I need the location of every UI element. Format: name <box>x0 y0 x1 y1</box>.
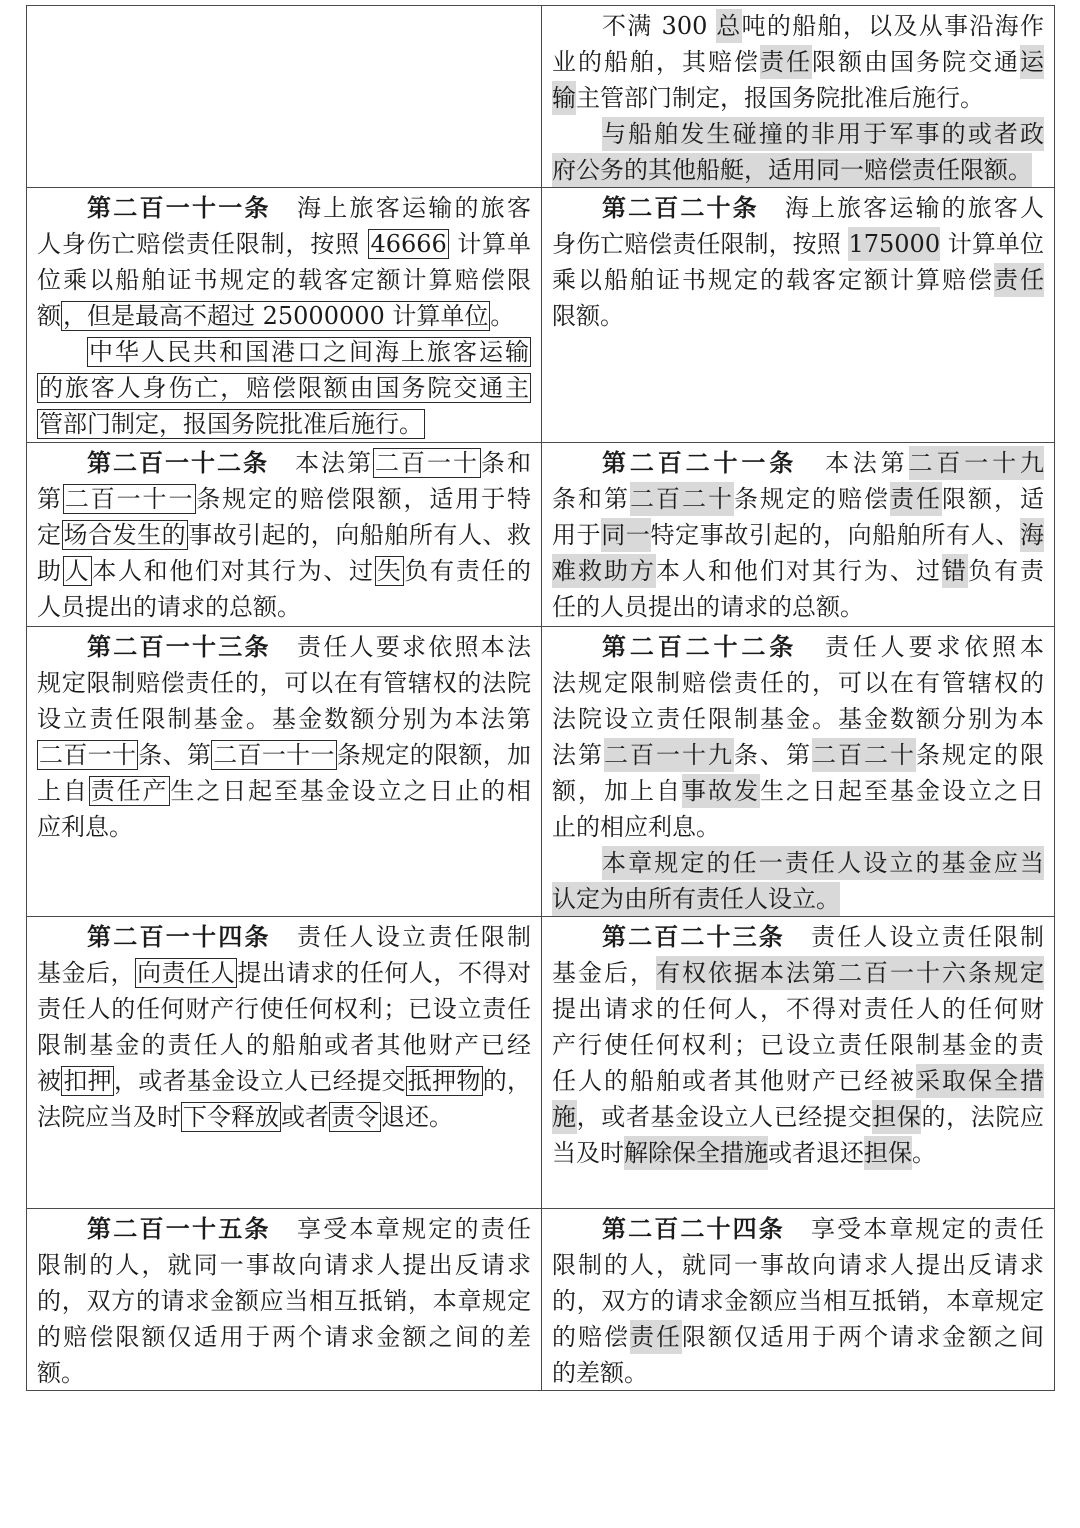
revised-text-highlight: 输 <box>552 81 576 115</box>
text-line <box>552 445 1044 481</box>
article-text: 乘以船舶证书规定的载客定额计算赔偿 <box>552 266 994 294</box>
revised-text-highlight: 施 <box>552 1100 577 1134</box>
changed-text-box: 管部门制定，报国务院批准后施行。 <box>39 410 423 438</box>
revised-text-highlight: 解除保全措施 <box>624 1136 768 1170</box>
article-paragraph <box>552 8 1044 116</box>
article-text: 本人和他们对其行为、过 <box>656 557 942 585</box>
text-line <box>552 80 1044 116</box>
text-line <box>37 1027 531 1063</box>
text-line <box>37 334 531 370</box>
article-text: 的，双方的请求金额应当相互抵销，本章规定 <box>37 1287 531 1315</box>
text-line <box>552 1247 1044 1283</box>
text-line <box>37 1283 531 1319</box>
article-text: 额。 <box>37 1359 85 1387</box>
text-line <box>552 1135 1044 1171</box>
article-text: 责任人的任何财产行使任何权利；已设立责任 <box>37 995 531 1023</box>
revised-text-highlight: 运 <box>1020 45 1044 79</box>
changed-text-box: 46666 <box>370 230 447 258</box>
article-number: 第二百二十二条 <box>602 632 798 661</box>
article-number: 第二百一十一条 <box>87 193 271 222</box>
article-paragraph <box>552 445 1044 625</box>
article-text: 任的人员提出的请求的总额。 <box>552 593 864 621</box>
text-line <box>37 919 531 955</box>
article-paragraph <box>37 445 531 625</box>
article-number: 第二百一十三条 <box>87 632 271 661</box>
old-law-cell <box>27 1209 541 1390</box>
text-line <box>552 553 1044 589</box>
article-text: 限制基金的责任人的船舶或者其他财产已经 <box>37 1031 531 1059</box>
changed-text-box: 失 <box>376 557 403 585</box>
text-line <box>37 406 531 442</box>
article-text: 任人的船舶或者其他财产已经被 <box>552 1067 916 1095</box>
revised-text-highlight: 采取保全措 <box>916 1064 1044 1098</box>
article-text: 法第 <box>552 741 604 769</box>
article-text: 法规定限制赔偿责任的，可以在有管辖权的 <box>552 669 1044 697</box>
text-line <box>37 1211 531 1247</box>
changed-text-box: 二百一十 <box>39 741 137 769</box>
article-text: 或者 <box>281 1103 329 1131</box>
text-line <box>37 1063 531 1099</box>
article-text: 的差额。 <box>552 1359 648 1387</box>
text-line <box>552 8 1044 44</box>
article-number: 第二百二十条 <box>602 193 759 222</box>
article-row <box>27 6 1054 188</box>
revised-text-highlight: 二百二十 <box>630 482 734 516</box>
new-law-cell <box>541 6 1054 187</box>
article-text: 定 <box>37 521 62 549</box>
text-line <box>37 701 531 737</box>
revised-text-highlight: 海 <box>1020 518 1044 552</box>
changed-text-box: 向责任人 <box>137 959 236 987</box>
article-number: 第二百一十五条 <box>87 1214 271 1243</box>
article-text: 提出请求的任何人，不得对 <box>237 959 532 987</box>
revised-text-highlight: 事故发 <box>682 774 760 808</box>
article-text: 事故引起的，向船舶所有人、救 <box>188 521 532 549</box>
changed-text-box: 扣押 <box>63 1067 112 1095</box>
changed-text-box: 责任产 <box>90 777 169 805</box>
article-text: 当及时 <box>552 1139 624 1167</box>
article-text: 产行使任何权利；已设立责任限制基金的责 <box>552 1031 1044 1059</box>
revised-text-highlight: 认定为由所有责任人设立。 <box>552 882 840 916</box>
text-line <box>552 881 1044 917</box>
article-text: 计算单 <box>448 230 531 258</box>
article-text: 基金后， <box>552 959 656 987</box>
text-line <box>37 517 531 553</box>
text-line <box>552 919 1044 955</box>
comparison-table <box>26 5 1055 1391</box>
new-law-cell <box>541 627 1054 916</box>
changed-text-box: 二百一十 <box>375 449 479 477</box>
text-line <box>552 1355 1044 1391</box>
text-line <box>552 517 1044 553</box>
article-text: 。 <box>490 302 515 330</box>
article-text: 位乘以船舶证书规定的载客定额计算赔偿限 <box>37 266 531 294</box>
article-text: 负有责任的 <box>404 557 532 585</box>
changed-text-box: 二百一十一 <box>64 485 195 513</box>
revised-text-highlight: 与船舶发生碰撞的非用于军事的或者政 <box>602 117 1044 151</box>
text-line <box>37 370 531 406</box>
old-law-cell <box>27 188 541 442</box>
text-line <box>552 701 1044 737</box>
text-line <box>552 298 1044 334</box>
article-text: 助 <box>37 557 63 585</box>
article-text: ，或者基金设立人已经提交 <box>576 1103 873 1131</box>
article-text: 条规定的限额，加 <box>336 741 532 769</box>
article-text: 或者退还 <box>768 1139 864 1167</box>
revised-text-highlight: 二百一十九 <box>909 446 1044 480</box>
article-text: 本法第 <box>269 449 373 477</box>
article-text: 的， <box>482 1067 532 1095</box>
revised-text-highlight: 二百二十 <box>812 738 916 772</box>
revised-text-highlight: 责任 <box>760 45 812 79</box>
article-row <box>27 188 1054 443</box>
article-number: 第二百二十四条 <box>602 1214 785 1243</box>
revised-text-highlight: 同一 <box>601 518 650 552</box>
article-paragraph <box>37 334 531 442</box>
article-paragraph <box>552 919 1044 1171</box>
article-text: 应利息。 <box>37 813 133 841</box>
article-text: 吨的船舶，以及从事沿海作 <box>741 12 1044 40</box>
revised-text-highlight: 二百一十九 <box>604 738 734 772</box>
article-row <box>27 443 1054 627</box>
text-line <box>37 1355 531 1391</box>
text-line <box>552 152 1044 188</box>
changed-text-box: 责令 <box>331 1103 379 1131</box>
article-text: 责任人设立责任限制 <box>784 923 1044 951</box>
revised-text-highlight: 担保 <box>864 1136 912 1170</box>
text-line <box>37 481 531 517</box>
revised-text-highlight: 175000 <box>848 227 940 261</box>
text-line <box>37 629 531 665</box>
revised-text-highlight: 担保 <box>872 1100 921 1134</box>
changed-text-box: 中华人民共和国港口之间海上旅客运输 <box>89 338 529 366</box>
article-paragraph <box>552 190 1044 334</box>
text-line <box>552 1211 1044 1247</box>
text-line <box>37 773 531 809</box>
article-text: 上自 <box>37 777 89 805</box>
text-line <box>552 665 1044 701</box>
article-row <box>27 627 1054 917</box>
revised-text-highlight: 责任 <box>890 482 942 516</box>
text-line <box>37 553 531 589</box>
old-law-cell <box>27 627 541 916</box>
article-text: 人身伤亡赔偿责任限制，按照 <box>37 230 369 258</box>
text-line <box>37 955 531 991</box>
article-text: 限制的人，就同一事故向请求人提出反请求 <box>552 1251 1044 1279</box>
article-number: 第二百二十三条 <box>602 922 785 951</box>
article-paragraph <box>37 629 531 845</box>
article-text: 法院设立责任限制基金。基金数额分别为本 <box>552 705 1044 733</box>
article-text: 条规定的赔偿限额，适用于特 <box>196 485 532 513</box>
text-line <box>552 845 1044 881</box>
article-text: 计算单位 <box>940 230 1044 258</box>
text-line <box>37 226 531 262</box>
article-text: 生之日起至基金设立之日止的相 <box>170 777 532 805</box>
article-text: 设立责任限制基金。基金数额分别为本法第 <box>37 705 531 733</box>
text-line <box>552 737 1044 773</box>
revised-text-highlight: 责任 <box>994 263 1044 297</box>
article-paragraph <box>552 845 1044 917</box>
article-text: 条和 <box>481 449 531 477</box>
article-text: 提出请求的任何人，不得对责任人的任何财 <box>552 995 1044 1023</box>
revised-text-highlight: 错 <box>942 554 968 588</box>
text-line <box>552 955 1044 991</box>
revised-text-highlight: 府公务的其他船艇，适用同一赔偿责任限额。 <box>552 153 1032 187</box>
article-text: 责任人要求依照本法 <box>270 633 531 661</box>
article-text: 身伤亡赔偿责任限制，按照 <box>552 230 849 258</box>
text-line <box>37 1319 531 1355</box>
article-text: 限额，适 <box>942 485 1044 513</box>
text-line <box>37 1099 531 1135</box>
article-text: 享受本章规定的责任 <box>784 1215 1044 1243</box>
article-text: 被 <box>37 1067 62 1095</box>
article-text: 规定限制赔偿责任的，可以在有管辖权的法院 <box>37 669 531 697</box>
article-text: 本人和他们对其行为、过 <box>92 557 375 585</box>
changed-text-box: 场合发生的 <box>63 521 187 549</box>
text-line <box>552 1283 1044 1319</box>
text-line <box>37 665 531 701</box>
old-law-cell <box>27 443 541 626</box>
article-number: 第二百一十二条 <box>87 448 269 477</box>
article-text: 限额仅适用于两个请求金额之间 <box>682 1323 1044 1351</box>
text-line <box>552 1099 1044 1135</box>
new-law-cell <box>541 1209 1054 1390</box>
article-text: 退还。 <box>381 1103 453 1131</box>
text-line <box>552 991 1044 1027</box>
article-text: 责任人设立责任限制 <box>270 923 531 951</box>
text-line <box>552 481 1044 517</box>
text-line <box>552 773 1044 809</box>
text-line <box>552 809 1044 845</box>
text-line <box>37 991 531 1027</box>
article-text: 海上旅客运输的旅客 <box>270 194 531 222</box>
text-line <box>37 589 531 625</box>
text-line <box>37 1247 531 1283</box>
article-paragraph <box>37 190 531 334</box>
text-line <box>552 262 1044 298</box>
article-text: 。 <box>912 1139 936 1167</box>
new-law-cell <box>541 917 1054 1208</box>
old-law-cell <box>27 6 541 187</box>
revised-text-highlight: 总 <box>716 9 741 43</box>
article-text: 负有责 <box>968 557 1044 585</box>
article-row <box>27 917 1054 1209</box>
text-line <box>552 226 1044 262</box>
article-text: 用于 <box>552 521 602 549</box>
text-line <box>552 116 1044 152</box>
article-text: 享受本章规定的责任 <box>270 1215 531 1243</box>
new-law-cell <box>541 188 1054 442</box>
article-text: 的，法院应 <box>921 1103 1045 1131</box>
article-row <box>27 1209 1054 1391</box>
article-text: 第 <box>37 485 63 513</box>
article-text: 法院应当及时 <box>37 1103 181 1131</box>
changed-text-box: 抵押物 <box>407 1067 481 1095</box>
article-text: 基金后， <box>37 959 136 987</box>
text-line <box>37 737 531 773</box>
article-text: 主管部门制定，报国务院批准后施行。 <box>576 84 984 112</box>
article-number: 第二百二十一条 <box>602 448 798 477</box>
article-text: 限制的人，就同一事故向请求人提出反请求 <box>37 1251 531 1279</box>
changed-text-box: 下令释放 <box>183 1103 279 1131</box>
article-paragraph <box>37 919 531 1135</box>
new-law-cell <box>541 443 1054 626</box>
changed-text-box: ，但是最高不超过 25000000 计算单位 <box>63 302 489 330</box>
article-paragraph <box>552 116 1044 188</box>
revised-text-highlight: 有权依据本法第二百一十六条规定 <box>656 956 1044 990</box>
article-text: 额，加上自 <box>552 777 682 805</box>
article-text: 人员提出的请求的总额。 <box>37 593 301 621</box>
text-line <box>37 809 531 845</box>
article-text: 条规定的限 <box>916 741 1044 769</box>
article-text: 条、第 <box>734 741 812 769</box>
article-text: 生之日起至基金设立之日 <box>760 777 1044 805</box>
article-text: ，或者基金设立人已经提交 <box>113 1067 406 1095</box>
text-line <box>37 298 531 334</box>
revised-text-highlight: 本章规定的任一责任人设立的基金应当 <box>602 846 1044 880</box>
article-paragraph <box>552 1211 1044 1391</box>
article-text: 责任人要求依照本 <box>797 633 1045 661</box>
text-line <box>552 1319 1044 1355</box>
article-text: 特定事故引起的，向船舶所有人、 <box>650 521 1021 549</box>
text-line <box>552 190 1044 226</box>
article-text: 条规定的赔偿 <box>734 485 890 513</box>
article-text: 业的船舶，其赔偿 <box>552 48 760 76</box>
changed-text-box: 二百一十一 <box>213 741 335 769</box>
article-paragraph <box>552 629 1044 845</box>
article-text: 的赔偿限额仅适用于两个请求金额之间的差 <box>37 1323 531 1351</box>
article-number: 第二百一十四条 <box>87 922 271 951</box>
article-text: 不满 300 <box>602 12 717 40</box>
changed-text-box: 的旅客人身伤亡，赔偿限额由国务院交通主 <box>39 374 529 402</box>
text-line <box>552 1027 1044 1063</box>
text-line <box>552 44 1044 80</box>
article-text: 条、第 <box>138 741 212 769</box>
article-text: 额 <box>37 302 61 330</box>
article-text: 止的相应利息。 <box>552 813 720 841</box>
article-text: 的，双方的请求金额应当相互抵销，本章规定 <box>552 1287 1044 1315</box>
revised-text-highlight: 责任 <box>630 1320 682 1354</box>
text-line <box>37 262 531 298</box>
article-text: 本法第 <box>797 449 909 477</box>
article-text: 限额由国务院交通 <box>812 48 1020 76</box>
article-paragraph <box>37 1211 531 1391</box>
text-line <box>37 445 531 481</box>
article-text: 限额。 <box>552 302 624 330</box>
text-line <box>552 589 1044 625</box>
changed-text-box: 人 <box>64 557 91 585</box>
text-line <box>552 629 1044 665</box>
article-text: 海上旅客运输的旅客人 <box>758 194 1044 222</box>
text-line <box>552 1063 1044 1099</box>
article-text: 的赔偿 <box>552 1323 630 1351</box>
text-line <box>37 190 531 226</box>
article-text: 条和第 <box>552 485 630 513</box>
revised-text-highlight: 难救助方 <box>552 554 656 588</box>
old-law-cell <box>27 917 541 1208</box>
